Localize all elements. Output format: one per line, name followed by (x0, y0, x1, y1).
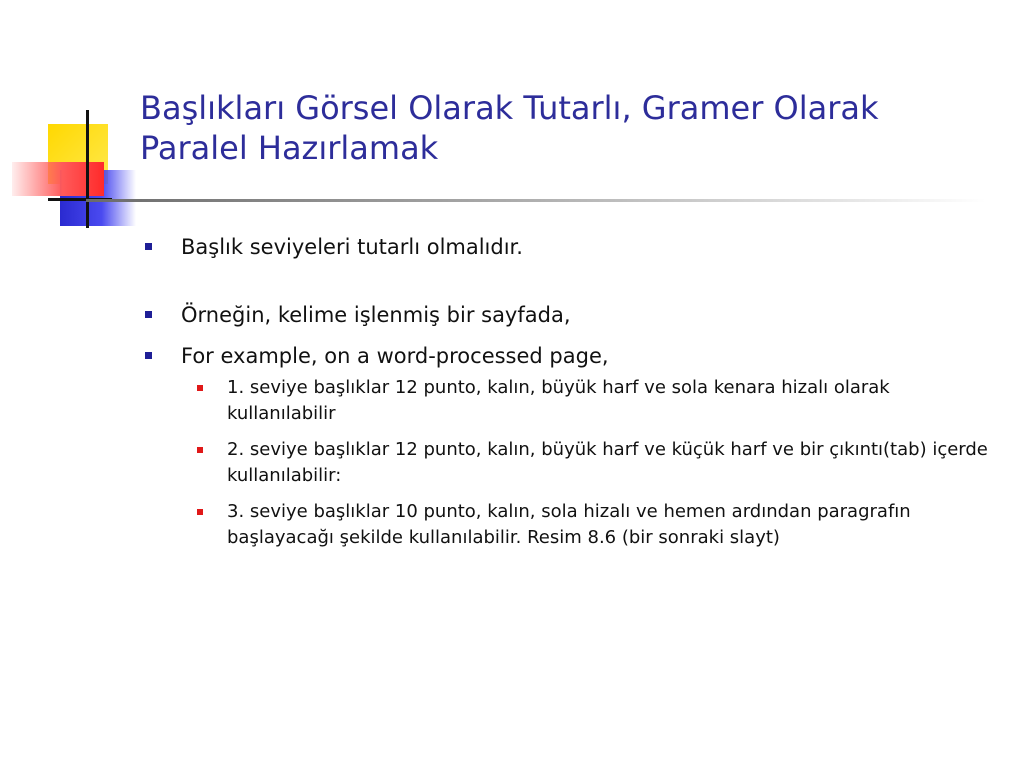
square-bullet-icon (145, 311, 152, 318)
bullet-item (140, 341, 1000, 371)
slide-title-line-2: Paralel Hazırlamak (140, 129, 439, 167)
decorative-squares-logo (0, 0, 150, 240)
bullet-text: Başlık seviyeleri tutarlı olmalıdır. (181, 235, 523, 259)
slide-title-line-1: Başlıkları Görsel Olarak Tutarlı, Gramer Olarak (140, 89, 879, 127)
bullet-text: Örneğin, kelime işlenmiş bir sayfada, (181, 303, 571, 327)
logo-vertical-line (86, 110, 89, 228)
bullet-text: For example, on a word-processed page, (181, 344, 609, 368)
square-bullet-icon (145, 243, 152, 250)
sub-bullet-item (140, 499, 1000, 551)
sub-bullet-text: 2. seviye başlıklar 12 punto, kalın, büyük harf ve küçük harf ve bir çıkıntı(tab) içerde kullanılabilir: (227, 439, 988, 486)
slide-title (140, 88, 1000, 168)
slide-body (140, 232, 1000, 561)
bullet-item (140, 300, 1000, 330)
square-bullet-icon (145, 352, 152, 359)
red-square-bullet-icon (197, 509, 203, 515)
sub-bullet-item (140, 375, 1000, 427)
red-square-bullet-icon (197, 447, 203, 453)
sub-bullet-text: 3. seviye başlıklar 10 punto, kalın, sola hizalı ve hemen ardından paragrafın başlayacağı şekilde kullanılabilir. Resim 8.6 (bir sonraki slayt) (227, 501, 911, 548)
bullet-item (140, 232, 1000, 262)
logo-red-square (12, 162, 104, 196)
sub-bullet-text: 1. seviye başlıklar 12 punto, kalın, büyük harf ve sola kenara hizalı olarak kullanılabilir (227, 377, 890, 424)
sub-bullet-item (140, 437, 1000, 489)
title-divider (86, 199, 986, 202)
red-square-bullet-icon (197, 385, 203, 391)
